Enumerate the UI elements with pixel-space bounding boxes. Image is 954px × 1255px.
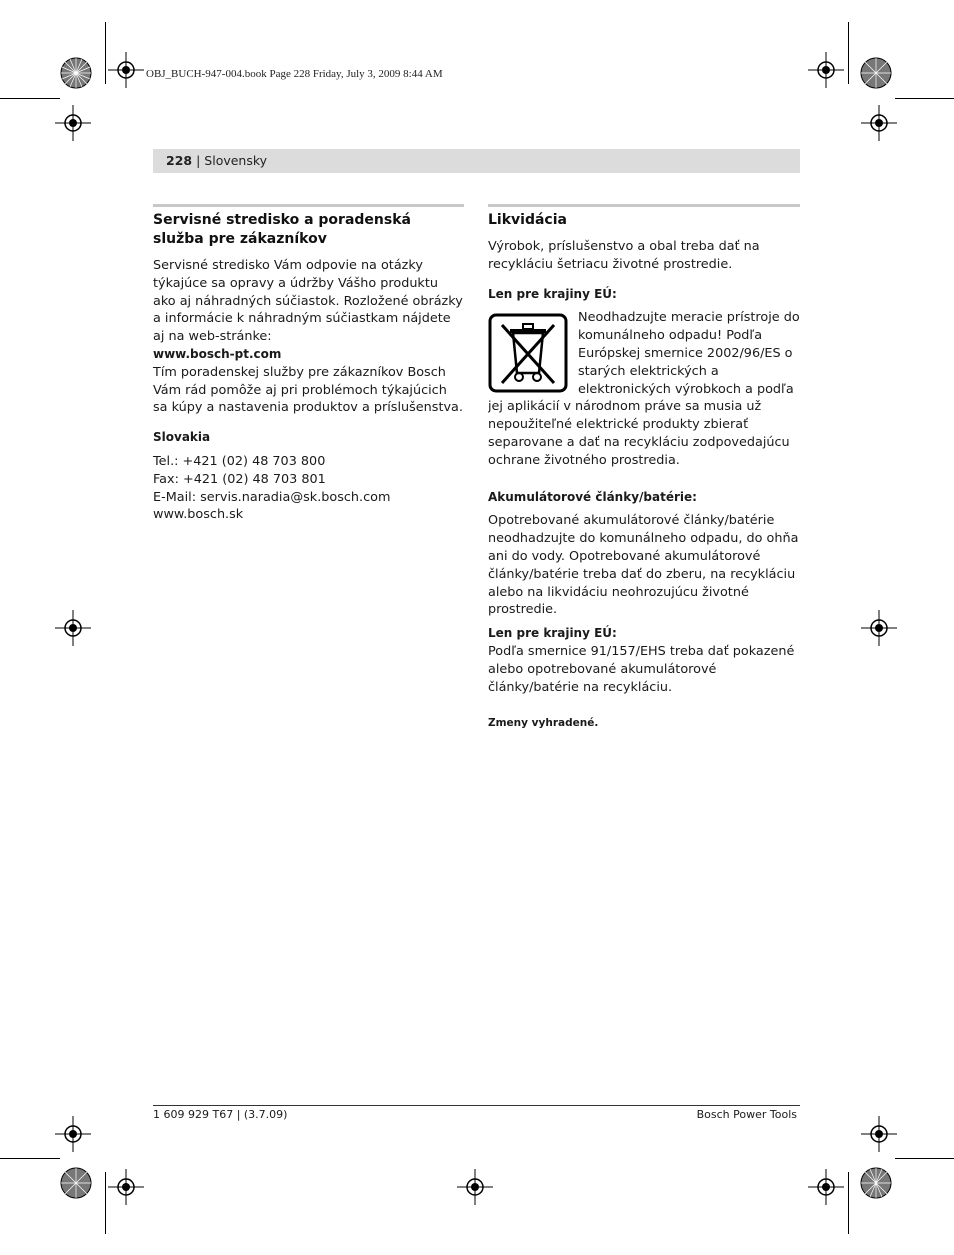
right-column [488,204,800,733]
country-heading: Slovakia [153,430,211,445]
footer-rule [153,1105,800,1106]
eu-only-label-2: Len pre krajiny EÚ: [488,626,617,641]
registration-mark-icon [861,105,897,141]
registration-mark-icon [808,1169,844,1205]
eu-only-label: Len pre krajiny EÚ: [488,286,617,301]
header-language: Slovensky [204,153,268,168]
registration-mark-icon [55,1116,91,1152]
registration-mark-icon [457,1169,493,1205]
footer-brand: Bosch Power Tools [696,1108,797,1121]
crop-mark-line [105,22,106,84]
crop-mark-line [848,22,849,84]
contact-email[interactable]: E-Mail: servis.naradia@sk.bosch.com [153,489,391,505]
service-intro: Servisné stredisko Vám odpovie na otázky týkajúce sa opravy a údržby Vášho produktu ako aj náhradných súčiastok. Rozložené obrázky a informácie k náhradným súčiastkam nájdete aj na web-stránke: [153,258,463,345]
crop-mark-line [105,1172,106,1234]
crop-mark-line [848,1172,849,1234]
batteries-heading: Akumulátorové články/batérie: [488,489,697,504]
section-rule [488,204,800,207]
contact-tel: Tel.: +421 (02) 48 703 800 [153,453,326,469]
registration-mark-icon [55,105,91,141]
contact-fax: Fax: +421 (02) 48 703 801 [153,471,326,487]
service-advice: Tím poradenskej služby pre zákazníkov Bosch Vám rád pomôže aj pri problémoch týkajúcich sa kúpy a nastavenia produktov a príslušenstva. [153,364,463,416]
page-number: 228 [166,153,193,168]
crossed-bin-icon [488,313,568,393]
weee-text: Neodhadzujte meracie prístroje do komunálneho odpadu! Podľa Európskej smernice 2002/96/ES o starých elektrických a elektronických výrobkoch a podľa jej aplikácií v národnom práve sa musia už nepoužiteľné elektrické produkty zbierať separovane a dať na recykláciu zodpovedajúcu ochrane životného prostredia. [488,310,800,468]
registration-mark-icon [108,52,144,88]
footer-doc-number: 1 609 929 T67 | (3.7.09) [153,1108,288,1121]
service-website-link[interactable]: www.bosch-pt.com [153,346,282,361]
weee-block [488,309,800,469]
registration-mark-icon [55,610,91,646]
header-separator: | [196,153,201,168]
contact-web[interactable]: www.bosch.sk [153,507,244,523]
page-header [153,149,800,173]
registration-mark-icon [861,610,897,646]
crop-mark-line [895,98,954,99]
section-rule [153,204,464,207]
registration-mark-icon [808,52,844,88]
left-column [153,204,464,524]
disposal-heading: Likvidácia [488,212,567,228]
crop-mark-line [0,1158,60,1159]
disposal-intro: Výrobok, príslušenstvo a obal treba dať na recykláciu šetriacu životné prostredie. [488,239,760,272]
registration-mark-icon [108,1169,144,1205]
crop-mark-line [0,98,60,99]
service-heading: Servisné stredisko a poradenská služba pre zákazníkov [153,212,411,247]
print-slug: OBJ_BUCH-947-004.book Page 228 Friday, July 3, 2009 8:44 AM [146,68,443,80]
starburst-target-icon [60,1167,92,1199]
directive-text: Podľa smernice 91/157/EHS treba dať pokazené alebo opotrebované akumulátorové články/batérie na recykláciu. [488,643,795,695]
changes-reserved: Zmeny vyhradené. [488,717,599,730]
starburst-target-icon [860,1167,892,1199]
crop-mark-line [895,1158,954,1159]
batteries-text: Opotrebované akumulátorové články/batérie neodhadzujte do komunálneho odpadu, do ohňa ani do vody. Opotrebované akumulátorové články/batérie treba dať do zberu, na recykláciu alebo na likvidáciu neohrozujúcu životné prostredie. [488,513,799,618]
starburst-target-icon [860,57,892,89]
header-text [166,153,267,168]
starburst-target-icon [60,57,92,89]
registration-mark-icon [861,1116,897,1152]
